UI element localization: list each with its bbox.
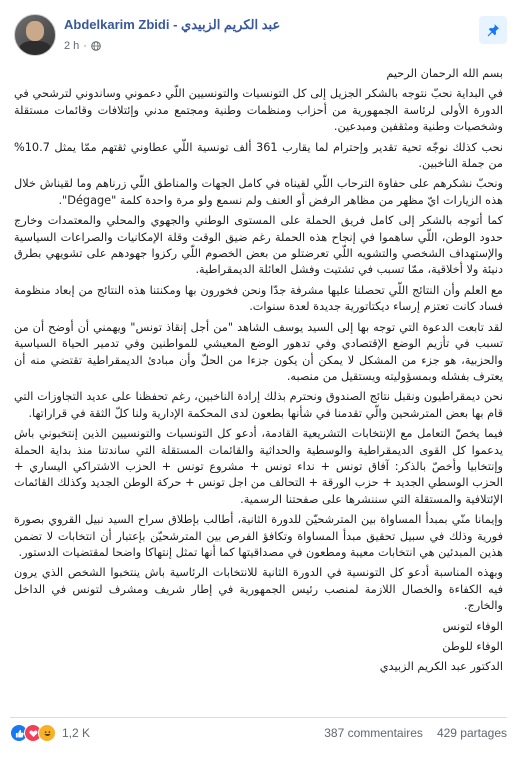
haha-reaction-icon <box>38 724 56 742</box>
post-paragraph: ونحبّ نشكرهم على حفاوة الترحاب اللّي لقيناه في كامل الجهات والمناطق اللّي زرناهم وما لقيناش خلال هذه الزيارات ايّ مظهر من مظاهر الرفض أو العنف ولم نسمع ولو مرة واحدة كلمة "Dégage". <box>14 177 503 207</box>
post-paragraph: وإيمانا منّي بمبدأ المساواة بين المترشحيّن للدورة الثانية، أطالب بإطلاق سراح السيد نبيل القروي بصورة فورية وذلك في سبيل تحقيق مبدأ المساواة وتكافؤ الفرص بين المترشحيّن بإعتبار أن انتخابات لا تضمن هذين المبدئين هي انتخابات معيبة ومطعون في مصداقيتها كما أنها تمثل إنتهاكا واضحا لمقتضيات الدستور. <box>14 513 503 559</box>
post-paragraph: مع العلم وأن النتائج اللّي تحصلنا عليها مشرفة جدّا ونحن فخورون بها ومكنتنا هذه النتائج من إبعاد منظومة فساد كانت تعتزم إرساء ديكتاتورية جديدة لعدة سنوات. <box>14 283 503 314</box>
post-paragraph: نحن ديمقراطيون ونقبل نتائج الصندوق ونحترم بذلك إرادة الناخبين، رغم تحفظنا على عديد التجاوزات التي قام بها بعض المترشحين والّي تقدمنا في شأنها بطعون لدى المحكمة الإدارية ولنا كلّ الثقة في قراراتها. <box>14 390 503 420</box>
post-paragraph: لقد تابعت الدعوة التي توجه بها إلى السيد يوسف الشاهد "من أجل إنقاذ تونس" ويهمني أن أوضح أن من تسبب في تأزيم الوضع الإقتصادي وفي تدهور الوضع المعيشي للمواطنين وفي تدمير الحياة السياسية والحزبية، هو جزء من المشكل لا يمكن أن يكون جزءا من الحلّ وأن مبادئ الديمقراطية تقتضي منه أن يعترف بفشله وبمسؤوليته ويستقيل من منصبه. <box>14 320 503 383</box>
post-meta: 2 h · <box>64 40 101 52</box>
post-header <box>10 8 507 60</box>
comments-count[interactable]: 387 commentaires <box>324 726 423 740</box>
post-paragraph: الوفاء لتونس <box>442 619 503 633</box>
post-paragraph: بسم الله الرحمان الرحيم <box>386 67 503 80</box>
post-paragraph: وبهذه المناسبة أدعو كل التونسية في الدورة الثانية للانتخابات الرئاسية باش ينتخبوا الشخص الذي يرون فيه الكفاءة والخصال اللازمة لمنصب رئيس الجمهورية في إطار شريف ومشرف لتونس في الداخل والخارج. <box>14 566 503 613</box>
author-avatar[interactable] <box>14 14 56 56</box>
post-paragraph: في البداية نحبّ نتوجه بالشكر الجزيل إلى كل التونسيات والتونسيين اللّي دعموني وساندوني لترشحي في الدورة الأولى لرئاسة الجمهورية من أحزاب ومنظمات وطنية ومجتمع مدني وإئتلافات وقائمات مستقلة وشخصيات وطنية ومثقفين ومبدعين. <box>14 87 503 134</box>
author-name[interactable]: Abdelkarim Zbidi - عبد الكريم الزبيدي <box>64 17 281 32</box>
post-signature: الدكتور عبد الكريم الزبيدي <box>379 660 503 674</box>
post-paragraph: نحب كذلك نوجّه تحية تقدير وإحترام لما يقارب 361 ألف تونسية اللّي عطاوني ثقتهم ممّا يمثل 10.7% من جملة الناخبين. <box>14 140 504 171</box>
post-time[interactable]: 2 h <box>64 40 80 52</box>
post-paragraph: الوفاء للوطن <box>442 640 503 653</box>
globe-icon <box>91 41 101 51</box>
post-paragraph: فيما يخصّ التعامل مع الإنتخابات التشريعية القادمة، أدعو كل التونسيات والتونسيين الذين إنتخبوني باش يدعموا كل القوى الديمقراطية والوسطية والحداثية والقائمات المستقلة التي ساندتنا منذ بداية الحملة وإنتخابيا وأخصّ بالذكر: آفاق تونس + نداء تونس + مشروع تونس + الحزب الاشتراكي اليساري + الحزب الوسطي الجديد + حزب الورقة + التحالف من اجل تونس + حركة الوطن الجديد وكذلك القائمات الإئتلافية والمستقلة التي سننشرها على صفحتنا الرسمية. <box>14 427 503 506</box>
post-body <box>14 66 503 680</box>
engagement-stats <box>324 726 507 740</box>
post-footer <box>10 717 507 748</box>
reactions-count: 1,2 K <box>62 726 91 740</box>
post-paragraph: كما أتوجه بالشكر إلى كامل فريق الحملة على المستوى الوطني والجهوي والمحلي والمعتمدات وخارج حدود الوطن، اللّي ساهموا في إنجاح هذه الحملة رغم ضيق الوقت وقلة الإمكانيات والصراعات السياسية والإستهداف الشخصي والتشويه اللّي تعرضتلو من بعض الخصوم اللّي ركزوا جهودهم على تشويهي بطرق دنيئة ولا أخلاقية، ممّا تسبب في تشتيت وفشل العائلة الديمقراطية. <box>14 214 503 277</box>
reactions-summary[interactable] <box>10 724 90 742</box>
pin-icon[interactable] <box>479 16 507 44</box>
shares-count[interactable]: 429 partages <box>436 726 507 740</box>
